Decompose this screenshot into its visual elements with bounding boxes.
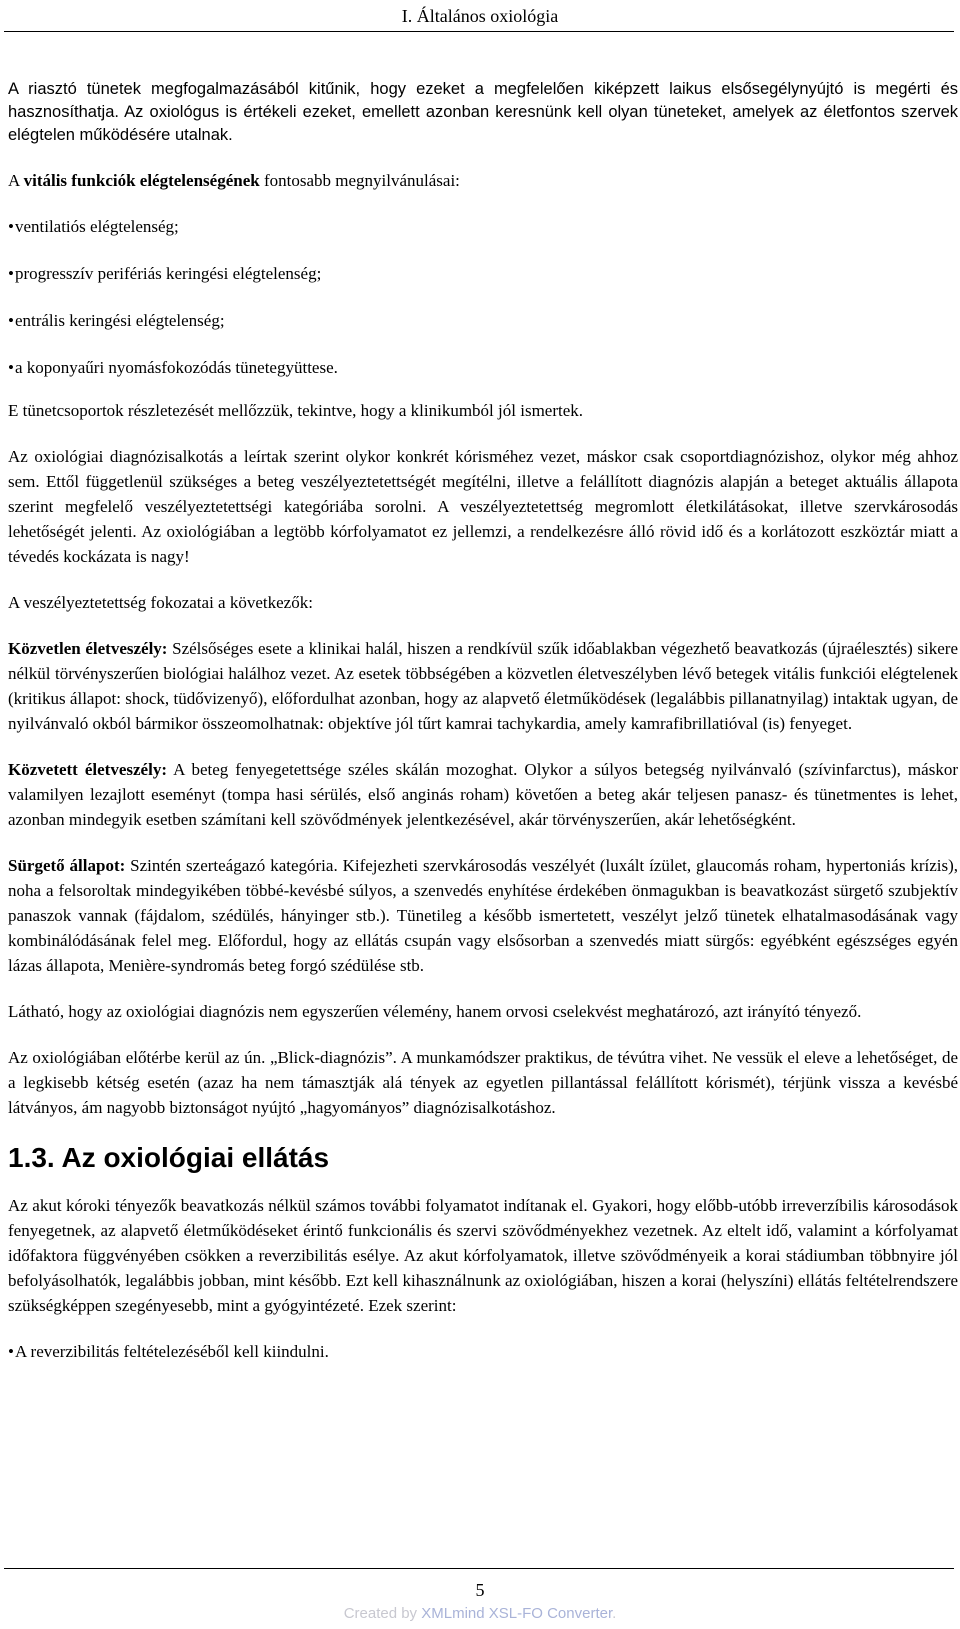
text-run: A beteg fenyegetettsége széles skálán mozoghat. Olykor a súlyos betegség nyilvánvaló (szívinfarctus), máskor valamilyen lezajlott eseményt (tompa hasi sérülés, első anginás roham) követően a beteg akár teljesen panasz- és tünetmentes is lehet, azonban mindegyik esetben számítani kell szövődmények jelentkezésével, akár törvényszerűen, akár lehetőségként. <box>8 760 958 829</box>
paragraph-vital-functions <box>8 168 958 193</box>
bold-term: Sürgető állapot: <box>8 856 126 875</box>
bullet-icon: • <box>8 311 14 330</box>
paragraph: E tünetcsoportok részletezését mellőzzük, tekintve, hogy a klinikumból jól ismertek. <box>8 401 584 420</box>
credit-link[interactable]: XMLmind XSL-FO Converter <box>421 1605 613 1622</box>
header-divider <box>4 31 954 32</box>
document-body <box>8 78 958 1386</box>
paragraph-direct-danger <box>8 636 958 736</box>
paragraph: Az oxiológiában előtérbe kerül az ún. „Blick-diagnózis”. A munkamódszer praktikus, de tévútra vihet. Ne vessük el eleve a lehetőséget, de a legkisebb kétség esetén (azaz ha nem támasztják alá tények az egyetlen pillantással felállított kórismét), térjünk vissza a kevésbé látványos, ám nagyobb biztonságot nyújtó „hagyományos” diagnózisalkotáshoz. <box>8 1048 958 1117</box>
paragraph: Látható, hogy az oxiológiai diagnózis nem egyszerűen vélemény, hanem orvosi cselekvést meghatározó, azt irányító tényező. <box>8 1002 862 1021</box>
bullet-icon: • <box>8 358 14 377</box>
paragraph: Az akut kóroki tényezők beavatkozás nélkül számos további folyamatot indítanak el. Gyakori, hogy előbb-utóbb irreverzíbilis károsodások fenyegetnek, az alapvető életműködéseket érintő funkcionális és szervi szövődményekhez vezetnek. Az eltelt idő, valamint a kórfolyamat időfaktora függvényében csökken a reverzibilitás esélye. Az akut kórfolyamatok, illetve szövődményeik a korai stádiumban többnyire jól befolyásolhatók, legalábbis jobban, mint később. Ezt kell kihasználnunk az oxiológiában, hiszen a korai (helyszíni) ellátás feltételrendszere szükségképpen szegényesebb, mint a gyógyintézeté. Ezek szerint: <box>8 1196 958 1315</box>
page-number: 5 <box>475 1580 485 1600</box>
bullet-icon: • <box>8 1342 14 1361</box>
list-item <box>8 1339 958 1364</box>
text-run: Szintén szerteágazó kategória. Kifejezheti szervkárosodás veszélyét (luxált ízület, glaucomás roham, hypertoniás krízis), noha a felsoroltak mindegyikében többé-kevésbé súlyos, a szenvedés enyhítése érdekében önmagukban is beavatkozást sürgető szubjektív panaszok vannak (fájdalom, szédülés, hányinger stb.). Tünetileg a később ismertetett, veszélyt jelző tünetek elhatalmasodásának vagy kombinálódásának felel meg. Előfordul, hogy az ellátás csupán vagy elsősorban a szenvedés miatt sürgős: egyébként egészséges egyén lázas állapota, Menière-syndromás beteg forgó szédülése stb. <box>8 856 959 975</box>
paragraph-urgent-state <box>8 853 958 978</box>
bullet-icon: • <box>8 217 14 236</box>
text-run: fontosabb megnyilvánulásai: <box>259 171 460 190</box>
list-item <box>8 308 958 333</box>
credit-text: Created by <box>343 1605 422 1622</box>
list-item-text: entrális keringési elégtelenség; <box>14 311 225 330</box>
bold-term: Közvetett életveszély: <box>8 760 167 779</box>
running-header: I. Általános oxiológia <box>401 6 559 26</box>
section-heading: 1.3. Az oxiológiai ellátás <box>8 1142 330 1173</box>
list-item <box>8 214 958 239</box>
bold-term: Közvetlen életveszély: <box>8 639 168 658</box>
list-item <box>8 261 958 286</box>
text-run: A <box>8 171 24 190</box>
credit-text: . <box>612 1605 617 1622</box>
bullet-icon: • <box>8 264 14 283</box>
list-item-text: a koponyaűri nyomásfokozódás tünetegyüttese. <box>14 358 338 377</box>
list-item-text: ventilatiós elégtelenség; <box>14 217 179 236</box>
paragraph: A veszélyeztetettség fokozatai a következők: <box>8 593 313 612</box>
paragraph-indirect-danger <box>8 757 958 832</box>
list-item <box>8 355 958 380</box>
footer-divider <box>4 1568 954 1569</box>
paragraph: Az oxiológiai diagnózisalkotás a leírtak szerint olykor konkrét kórisméhez vezet, máskor csak csoportdiagnózishoz, olykor még ahhoz sem. Ettől függetlenül szükséges a beteg veszélyeztetettségét megítélni, illetve a felállított diagnózis alapján a beteget aktuális állapota szerint megfelelő veszélyeztetettségi kategóriába sorolni. A veszélyeztetettség megromlott életkilátásokat, illetve szervkárosodás lehetőségét jelenti. Az oxiológiában a legtöbb kórfolyamatot ez jellemzi, a rendelkezésre álló rövid idő és a korlátozott eszköztár miatt a tévedés kockázata is nagy! <box>8 447 958 566</box>
list-item-text: progresszív perifériás keringési elégtelenség; <box>14 264 322 283</box>
generator-credit <box>0 1605 960 1622</box>
paragraph: A riasztó tünetek megfogalmazásából kitűnik, hogy ezeket a megfelelően kiképzett laikus elsősegélynyújtó is megérti és hasznosíthatja. Az oxiológus is értékeli ezeket, emellett azonban keresnünk kell olyan tüneteket, amelyek az életfontos szervek elégtelen működésére utalnak. <box>8 80 958 144</box>
bold-term: vitális funkciók elégtelenségének <box>23 171 260 190</box>
text-run: Szélsőséges esete a klinikai halál, hiszen a rendkívül szűk időablakban végezhető beavatkozás (újraélesztés) sikere nélkül törvényszerűen biológiai halálhoz vezet. Az esetek többségében a közvetlen életveszélyben lévő betegek vitális funkciói elégtelenek (kritikus állapot: shock, tüdővizenyő), előfordulhat azonban, hogy az alapvető életműködések (legalábbis pillanatnyilag) intaktak ugyan, de nyilvánvaló okból bármikor összeomolhatnak: objektíve jól tűrt kamrai tachykardia, amely kamrafibrillatióval (is) fenyeget. <box>8 639 959 733</box>
list-item-text: A reverzibilitás feltételezéséből kell kiindulni. <box>14 1342 329 1361</box>
